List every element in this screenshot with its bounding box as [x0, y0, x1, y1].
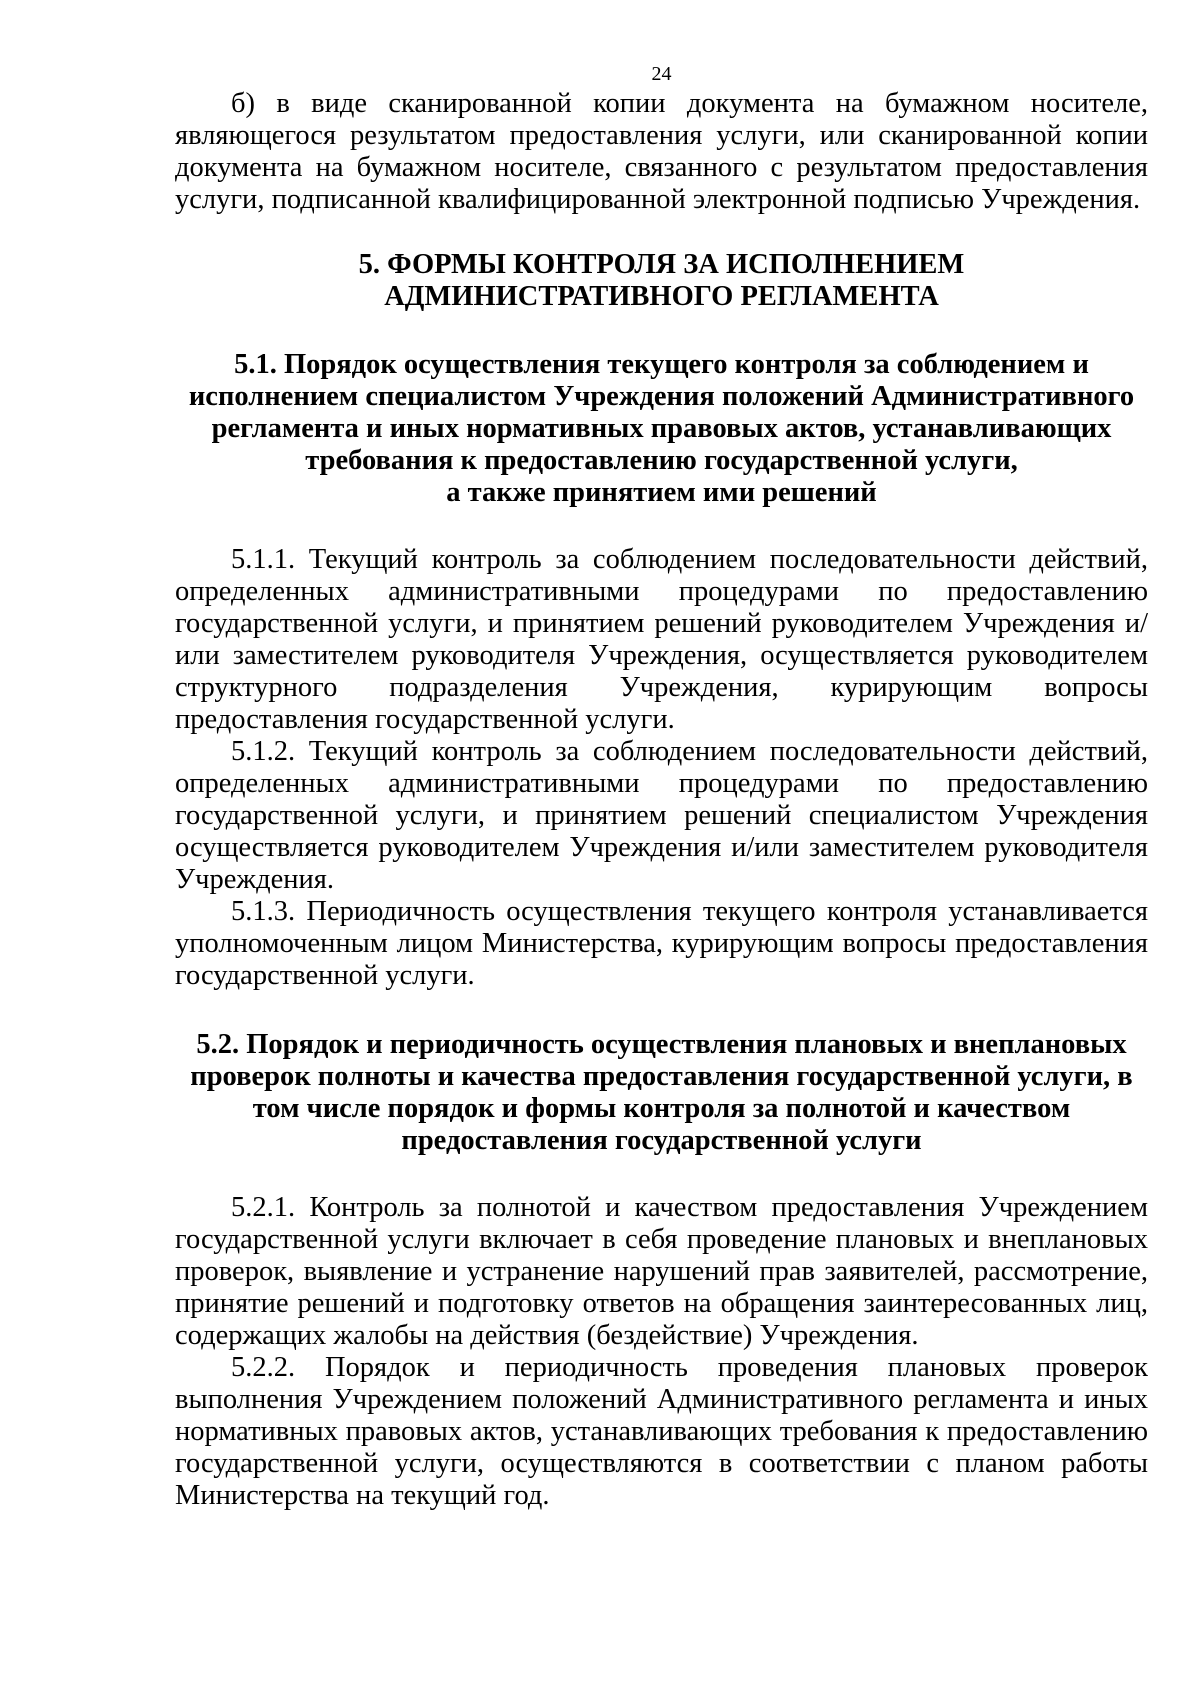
spacer [175, 509, 1148, 544]
section-5-2-title-line: том числе порядок и формы контроля за полнотой и качеством [252, 1093, 1071, 1124]
section-5-2-title-line: проверок полноты и качества предоставления государственной услуги, в [190, 1061, 1133, 1092]
section-5-title: 5. ФОРМЫ КОНТРОЛЯ ЗА ИСПОЛНЕНИЕМ АДМИНИСТРАТИВНОГО РЕГЛАМЕНТА [358, 249, 965, 312]
section-5-1-title-line: а также принятием ими решений [446, 477, 877, 508]
paragraph-5-2-1: 5.2.1. Контроль за полнотой и качеством предоставления Учреждением государственной услуги включает в себя проведение плановых и внеплановых проверок, выявление и устранение нарушений прав заявителей, рассмотрение, принятие решений и подготовку ответов на обращения заинтересованных лиц, содержащих жалобы на действия (бездействие) Учреждения. [175, 1192, 1148, 1351]
section-5-2-body [175, 1192, 1148, 1512]
section-5-2-title-line: предоставления государственной услуги [401, 1125, 922, 1156]
paragraph-5-1-2: 5.1.2. Текущий контроль за соблюдением последовательности действий, определенных административными процедурами по предоставлению государственной услуги, и принятием решений специалистом Учреждения осуществляется руководителем Учреждения и/или заместителем руководителя Учреждения. [175, 736, 1148, 895]
spacer [175, 1157, 1148, 1192]
paragraph-5-1-1: 5.1.1. Текущий контроль за соблюдением последовательности действий, определенных административными процедурами по предоставлению государственной услуги, и принятием решений руководителем Учреждения и/или заместителем руководителя Учреждения, осуществляется руководителем структурного подразделения Учреждения, курирующим вопросы предоставления государственной услуги. [175, 544, 1148, 735]
spacer [175, 313, 1148, 349]
section-5-1-body [175, 544, 1148, 992]
section-5-2-heading [175, 1029, 1148, 1157]
page-number: 24 [651, 63, 672, 85]
intro-paragraph: б) в виде сканированной копии документа на бумажном носителе, являющегося результатом предоставления услуги, или сканированной копии документа на бумажном носителе, связанного с результатом предоставления услуги, подписанной квалифицированной электронной подписью Учреждения. [175, 88, 1148, 215]
section-5-2-title-line: 5.2. Порядок и периодичность осуществления плановых и внеплановых [196, 1029, 1127, 1060]
section-5-1-title-line: требования к предоставлению государственной услуги, [305, 445, 1018, 476]
intro-block [175, 88, 1148, 216]
paragraph-5-2-2: 5.2.2. Порядок и периодичность проведения плановых проверок выполнения Учреждением положений Административного регламента и иных нормативных правовых актов, устанавливающих требования к предоставлению государственной услуги, осуществляются в соответствии с планом работы Министерства на текущий год. [175, 1352, 1148, 1511]
section-5-1-title-line: регламента и иных нормативных правовых актов, устанавливающих [211, 413, 1112, 444]
section-5-1-title-line: исполнением специалистом Учреждения положений Административного [188, 381, 1135, 412]
section-5-1-heading [175, 349, 1148, 509]
paragraph-5-1-3: 5.1.3. Периодичность осуществления текущего контроля устанавливается уполномоченным лицом Министерства, курирующим вопросы предоставления государственной услуги. [175, 896, 1148, 991]
spacer [175, 992, 1148, 1029]
section-5-1-title-line: 5.1. Порядок осуществления текущего контроля за соблюдением и [234, 349, 1089, 380]
